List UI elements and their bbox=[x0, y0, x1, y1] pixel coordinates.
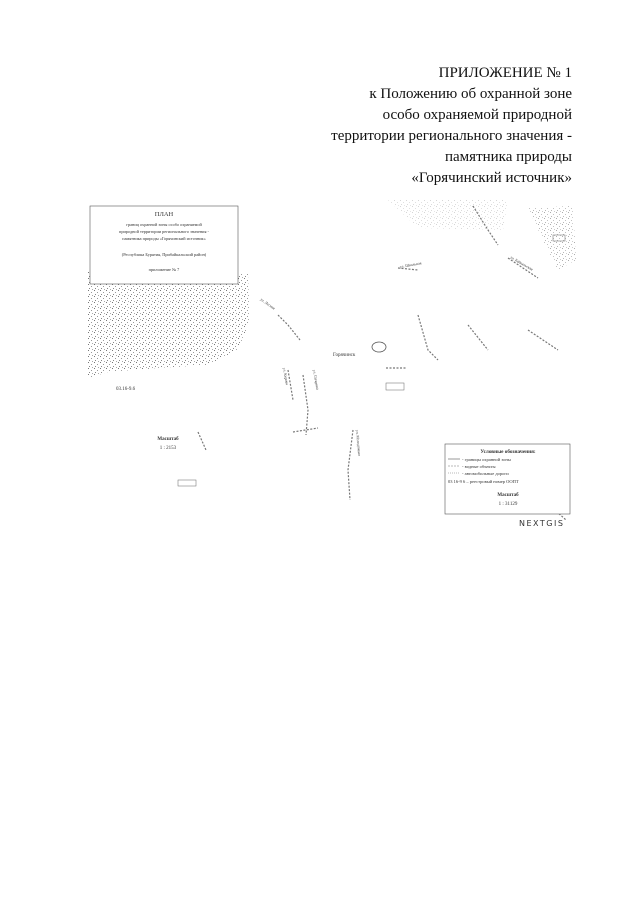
legend-item: - границы охранной зоны bbox=[462, 457, 511, 462]
plan-title: ПЛАН bbox=[154, 211, 174, 218]
poi-marker bbox=[386, 383, 404, 390]
plan-text: памятника природы «Горячинский источник» bbox=[122, 236, 206, 241]
street-label: ул. Байкальская bbox=[509, 255, 534, 272]
small-marker bbox=[178, 480, 196, 486]
legend-item: - водные объекты bbox=[462, 464, 496, 469]
street-label: ул. Кирова bbox=[282, 367, 289, 386]
forest-area bbox=[88, 270, 250, 378]
appendix-line: особо охраняемой природной bbox=[382, 107, 572, 123]
nextgis-logo: NEXTGIS bbox=[519, 519, 565, 528]
appendix-line: к Положению об охранной зоне bbox=[369, 86, 572, 102]
forest-area bbox=[388, 200, 508, 230]
inset-scale-title: Масштаб bbox=[157, 437, 179, 442]
spring-marker bbox=[372, 342, 386, 352]
plan-text: приложение № 7 bbox=[148, 267, 180, 272]
inset-code: 03.16-9.6 bbox=[116, 387, 136, 392]
plan-text: природной территории регионального значения - bbox=[119, 229, 209, 234]
street-label: ул. Гагарина bbox=[312, 369, 320, 391]
legend-item: - автомобильные дороги bbox=[462, 471, 509, 476]
street-label: ул. Молодёжная bbox=[355, 429, 362, 457]
legend-scale-title: Масштаб bbox=[497, 493, 519, 498]
street-label: ул. Лесная bbox=[259, 297, 276, 311]
street-label: ул. Школьная bbox=[399, 261, 422, 269]
inset-scale-value: 1 : 2153 bbox=[159, 446, 177, 451]
place-label: Горячинск bbox=[333, 353, 356, 358]
forest-area bbox=[528, 206, 576, 270]
legend-item: 03 16-9 6 – реестровый номер ООПТ bbox=[448, 479, 519, 484]
appendix-header bbox=[331, 63, 572, 189]
legend-scale-value: 1 : 31129 bbox=[498, 502, 518, 507]
plan-text: (Республика Бурятия, Прибайкальский район) bbox=[121, 252, 207, 257]
appendix-line: «Горячинский источник» bbox=[411, 170, 572, 186]
appendix-title: ПРИЛОЖЕНИЕ № 1 bbox=[438, 65, 572, 81]
legend-title: Условные обозначения: bbox=[480, 449, 536, 455]
appendix-line: территории регионального значения - bbox=[331, 128, 572, 144]
appendix-line: памятника природы bbox=[445, 149, 572, 165]
plan-text: границ охранной зоны особо охраняемой bbox=[126, 222, 202, 227]
map-image bbox=[88, 200, 578, 530]
